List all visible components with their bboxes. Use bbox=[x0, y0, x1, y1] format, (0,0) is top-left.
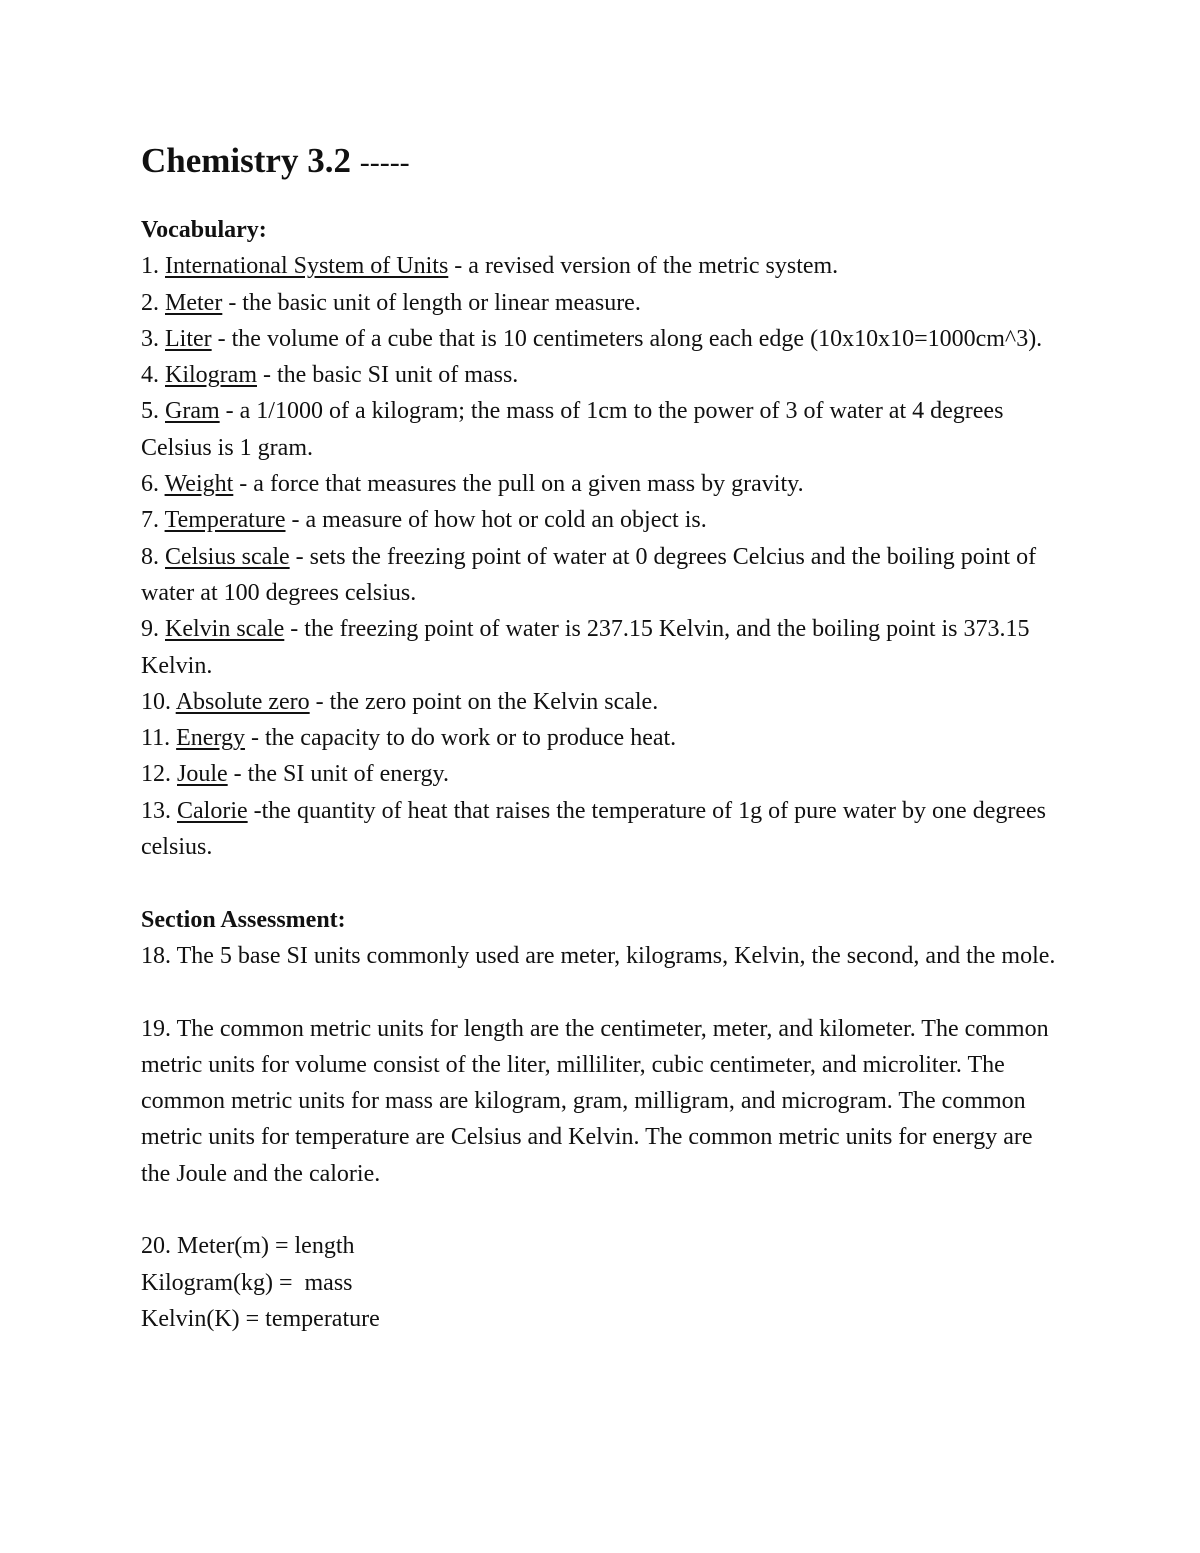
vocab-item-6 bbox=[141, 466, 1061, 502]
answer-19: 19. The common metric units for length are the centimeter, meter, and kilometer. The common metric units for volume consist of the liter, milliliter, cubic centimeter, and microliter. The common metric units for mass are kilogram, gram, milligram, and microgram. The common metric units for temperature are Celsius and Kelvin. The common metric units for energy are the Joule and the calorie. bbox=[141, 1015, 1049, 1187]
answer-20-line: Kelvin(K) = temperature bbox=[141, 1305, 380, 1332]
title-text: Chemistry 3.2 bbox=[141, 141, 351, 180]
vocab-term: Meter bbox=[165, 289, 223, 316]
vocab-def: - a revised version of the metric system. bbox=[448, 253, 839, 280]
vocab-item-4 bbox=[141, 357, 1061, 393]
vocab-term: Celsius scale bbox=[165, 543, 290, 570]
document-page bbox=[141, 138, 1061, 1337]
vocab-def: - the volume of a cube that is 10 centimeters along each edge (10x10x10=1000cm^3). bbox=[211, 325, 1043, 352]
vocab-def: - a measure of how hot or cold an object is. bbox=[285, 507, 707, 534]
vocab-num: 1. bbox=[141, 253, 159, 280]
vocab-item-10 bbox=[141, 684, 1061, 720]
answer-18: 18. The 5 base SI units commonly used are meter, kilograms, Kelvin, the second, and the mole. bbox=[141, 942, 1056, 969]
vocab-term: Joule bbox=[177, 761, 228, 788]
vocab-def: - the capacity to do work or to produce heat. bbox=[244, 725, 677, 752]
vocab-item-1 bbox=[141, 248, 1061, 284]
vocab-num: 3. bbox=[141, 325, 159, 352]
vocab-item-7 bbox=[141, 502, 1061, 538]
vocab-def: - the basic unit of length or linear measure. bbox=[222, 289, 641, 316]
vocab-item-9 bbox=[141, 611, 1061, 684]
vocab-term: Energy bbox=[176, 725, 245, 752]
vocab-term: Liter bbox=[165, 325, 212, 352]
vocab-term: International System of Units bbox=[165, 253, 449, 280]
title-dashes: ----- bbox=[359, 146, 410, 179]
vocab-term: Kelvin scale bbox=[165, 616, 285, 643]
spacer bbox=[141, 974, 1061, 1010]
vocabulary-list bbox=[141, 248, 1061, 865]
vocab-item-11 bbox=[141, 720, 1061, 756]
document-body bbox=[141, 212, 1061, 1337]
vocab-item-2 bbox=[141, 285, 1061, 321]
vocab-item-3 bbox=[141, 321, 1061, 357]
vocabulary-heading: Vocabulary: bbox=[141, 217, 267, 243]
vocab-num: 2. bbox=[141, 289, 159, 316]
vocab-term: Temperature bbox=[164, 507, 286, 534]
vocab-num: 13. bbox=[141, 797, 171, 824]
vocab-num: 5. bbox=[141, 398, 159, 425]
answer-20 bbox=[141, 1228, 1061, 1337]
vocab-term: Kilogram bbox=[165, 362, 257, 389]
answer-20-line: 20. Meter(m) = length bbox=[141, 1233, 355, 1260]
vocab-def: - the SI unit of energy. bbox=[227, 761, 449, 788]
answer-20-line: Kilogram(kg) = mass bbox=[141, 1269, 353, 1296]
spacer bbox=[141, 865, 1061, 901]
vocab-item-12 bbox=[141, 756, 1061, 792]
vocab-def: - the basic SI unit of mass. bbox=[256, 362, 519, 389]
vocab-term: Calorie bbox=[177, 797, 248, 824]
vocab-item-8 bbox=[141, 539, 1061, 612]
vocab-def: - the freezing point of water is 237.15 Kelvin, and the boiling point is 373.15 Kelvin. bbox=[141, 616, 1030, 679]
vocab-num: 6. bbox=[141, 471, 159, 498]
vocab-num: 9. bbox=[141, 616, 159, 643]
vocab-def: - sets the freezing point of water at 0 degrees Celcius and the boiling point of water at 100 degrees celsius. bbox=[141, 543, 1037, 606]
spacer bbox=[141, 1192, 1061, 1228]
vocab-def: - the zero point on the Kelvin scale. bbox=[309, 688, 659, 715]
vocab-num: 10. bbox=[141, 688, 171, 715]
vocab-term: Weight bbox=[164, 471, 234, 498]
vocab-num: 11. bbox=[141, 725, 171, 752]
vocab-def: -the quantity of heat that raises the temperature of 1g of pure water by one degrees celsius. bbox=[141, 797, 1046, 861]
vocab-num: 4. bbox=[141, 362, 159, 389]
vocab-item-13 bbox=[141, 793, 1061, 866]
assessment-heading: Section Assessment: bbox=[141, 906, 346, 933]
vocab-term: Gram bbox=[165, 398, 220, 425]
vocab-num: 8. bbox=[141, 543, 159, 570]
vocab-def: - a force that measures the pull on a given mass by gravity. bbox=[233, 471, 804, 498]
vocab-def: - a 1/1000 of a kilogram; the mass of 1cm to the power of 3 of water at 4 degrees Celsius is 1 gram. bbox=[141, 398, 1004, 461]
page-title bbox=[141, 138, 1061, 186]
vocab-term: Absolute zero bbox=[175, 688, 310, 715]
vocab-num: 7. bbox=[141, 507, 159, 534]
vocab-num: 12. bbox=[141, 761, 171, 788]
vocab-item-5 bbox=[141, 393, 1061, 466]
